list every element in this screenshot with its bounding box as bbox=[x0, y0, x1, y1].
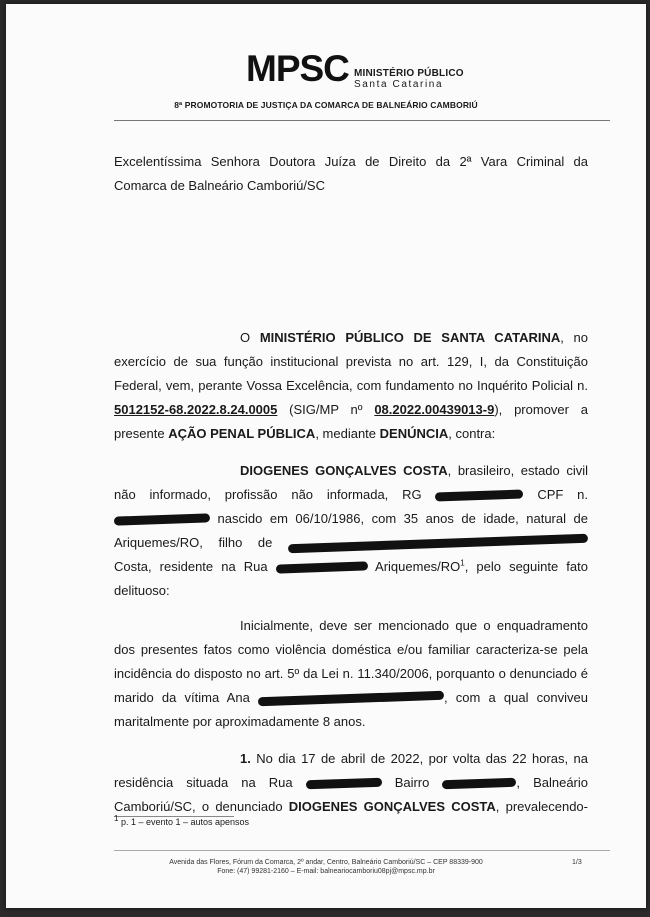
text-line: Camboriú/SC, o denunciado DIOGENES GONÇALVES COSTA, prevalecendo- bbox=[114, 799, 588, 814]
redaction-mark bbox=[435, 490, 523, 502]
redaction-mark bbox=[442, 778, 516, 790]
address-block bbox=[114, 150, 588, 198]
text-line: delituoso: bbox=[114, 583, 170, 598]
text-line: nascido em 06/10/1986, com 35 anos de idade, natural de bbox=[114, 507, 588, 531]
text-line: residência situada na Rua Bairro , Balneário bbox=[114, 775, 588, 790]
text-line: marido da vítima Ana , com a qual conviveu bbox=[114, 690, 588, 705]
footer-contact: Fone: (47) 99281-2160 – E-mail: balneariocamboriu08pj@mpsc.mp.br bbox=[217, 868, 435, 875]
text-line: maritalmente por aproximadamente 8 anos. bbox=[114, 714, 366, 729]
header-divider bbox=[114, 120, 610, 121]
redaction-mark bbox=[258, 691, 444, 706]
footer-divider bbox=[114, 850, 610, 851]
paragraph-defendant bbox=[114, 459, 588, 603]
text-line: Inicialmente, deve ser mencionado que o enquadramento bbox=[240, 618, 588, 633]
mpsc-logo bbox=[246, 48, 476, 92]
logo-org-state: Santa Catarina bbox=[354, 79, 444, 90]
redaction-mark bbox=[288, 534, 588, 553]
text-line: DIOGENES GONÇALVES COSTA, brasileiro, estado civil bbox=[240, 463, 588, 478]
text-line: presente AÇÃO PENAL PÚBLICA, mediante DENÚNCIA, contra: bbox=[114, 426, 496, 441]
footnote: 1 p. 1 – evento 1 – autos apensos bbox=[114, 814, 250, 827]
redaction-mark bbox=[276, 561, 368, 573]
logo-org-name: MINISTÉRIO PÚBLICO bbox=[354, 68, 464, 79]
redaction-mark bbox=[306, 778, 382, 790]
footer-address: Avenida das Flores, Fórum da Comarca, 2º andar, Centro, Balneário Camboriú/SC – CEP 88339-900 bbox=[169, 859, 483, 866]
paragraph-context bbox=[114, 614, 588, 734]
redaction-mark bbox=[114, 513, 210, 525]
text-line: dos presentes fatos como violência doméstica e/ou familiar caracteriza-se pela bbox=[114, 642, 588, 657]
text-line: exercício de sua função institucional prevista no art. 129, I, da Constituição bbox=[114, 354, 588, 369]
text-line: O MINISTÉRIO PÚBLICO DE SANTA CATARINA, no bbox=[240, 330, 588, 345]
text-line: incidência do disposto no art. 5º da Lei n. 11.340/2006, porquanto o denunciado é bbox=[114, 666, 588, 681]
address-line: Excelentíssima Senhora Doutora Juíza de Direito da 2ª Vara Criminal da bbox=[114, 154, 588, 169]
paragraph-fact-1 bbox=[114, 747, 588, 819]
text-line: Federal, vem, perante Vossa Excelência, com fundamento no Inquérito Policial n. bbox=[114, 378, 588, 393]
text-line: Costa, residente na Rua Ariquemes/$RO^1$, pelo seguinte fato bbox=[114, 558, 588, 574]
address-line: Comarca de Balneário Camboriú/SC bbox=[114, 178, 325, 193]
promotoria-title: 8ª PROMOTORIA DE JUSTIÇA DA COMARCA DE BALNEÁRIO CAMBORIÚ bbox=[174, 100, 478, 110]
logo-mark: MPSC bbox=[246, 48, 349, 89]
text-line: 5012152-68.2022.8.24.0005 (SIG/MP nº 08.2022.00439013-9), promover a bbox=[114, 402, 588, 417]
text-line: não informado, profissão não informada, RG CPF n. bbox=[114, 487, 588, 502]
text-line: 1. No dia 17 de abril de 2022, por volta das 22 horas, na bbox=[240, 751, 588, 766]
paragraph-intro bbox=[114, 326, 588, 446]
text-line: Ariquemes/RO, filho de bbox=[114, 531, 588, 555]
page-number: 1/3 bbox=[572, 859, 582, 866]
document-page bbox=[6, 4, 646, 908]
